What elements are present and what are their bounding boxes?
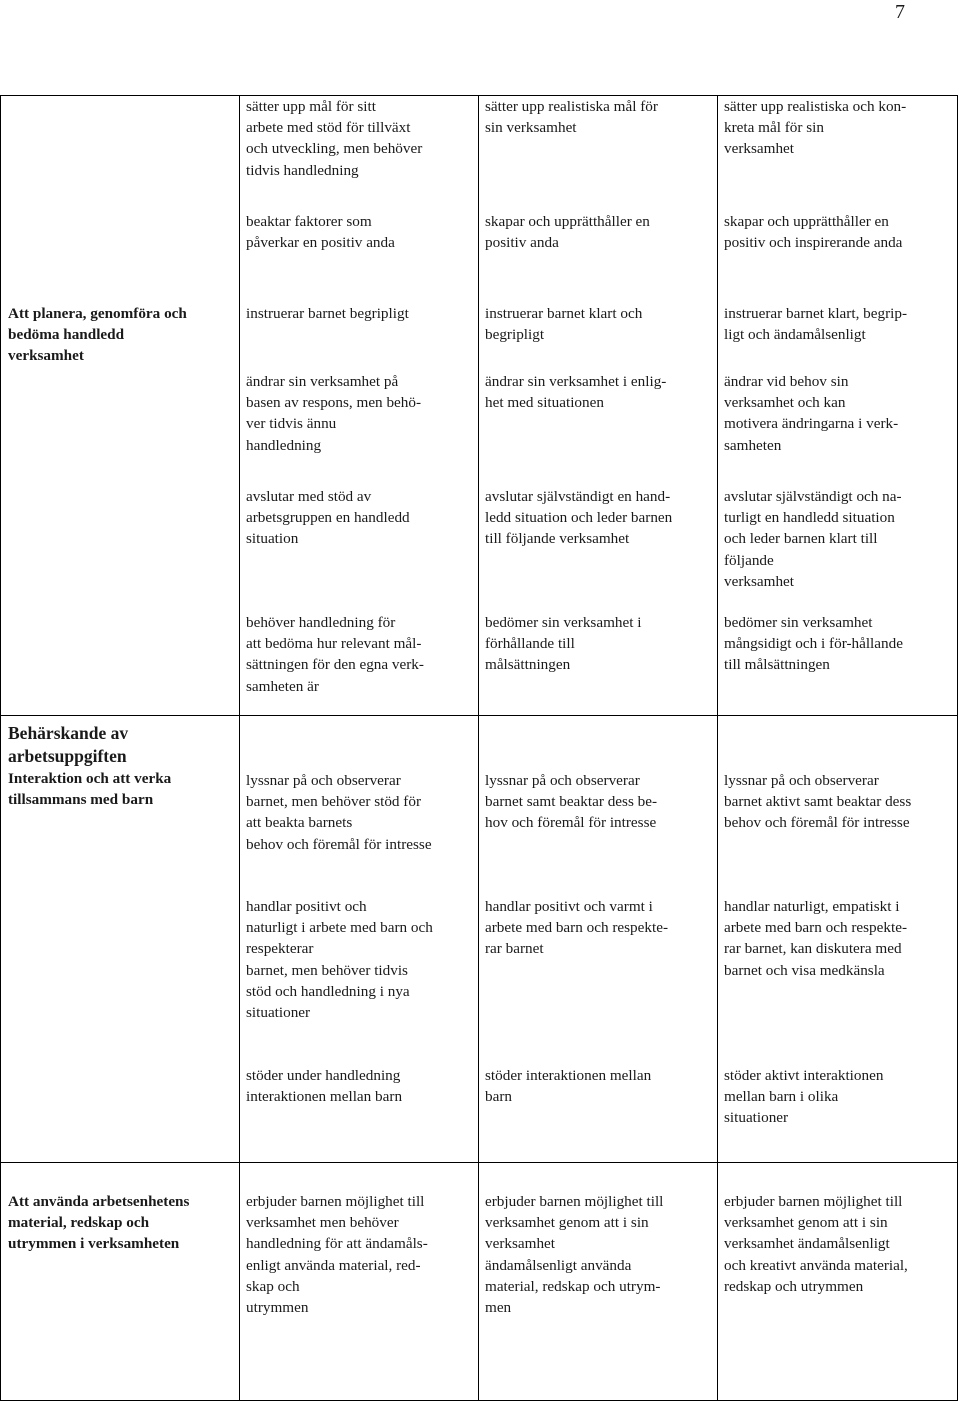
cell-goals-col2: sätter upp realistiska mål för sin verksamhet bbox=[485, 98, 658, 137]
page-number: 7 bbox=[895, 1, 905, 23]
cell-goals-col1: sätter upp mål för sitt arbete med stöd för tillväxt och utveckling, men behöver tidvis handledning bbox=[246, 98, 423, 179]
table-right-border bbox=[957, 95, 958, 1401]
cell-materials-col2: erbjuder barnen möjlighet till verksamhet genom att i sin verksamhet ändamålsenligt använda material, redskap och utrym- men bbox=[485, 1193, 664, 1317]
cell-assess-col2: bedömer sin verksamhet i förhållande till målsättningen bbox=[485, 614, 642, 674]
cell-adapt-col3: ändrar vid behov sin verksamhet och kan motivera ändringarna i verk- samheten bbox=[724, 373, 899, 454]
cell-act-col1: handlar positivt och naturligt i arbete med barn och respekterar barnet, men behöver tidvis stöd och handledning i nya situationer bbox=[246, 898, 433, 1022]
cell-listen-col3: lyssnar på och observerar barnet aktivt samt beaktar dess behov och föremål för intresse bbox=[724, 772, 912, 832]
cell-adapt-col2: ändrar sin verksamhet i enlig- het med situationen bbox=[485, 373, 667, 412]
cell-finish-col1: avslutar med stöd av arbetsgruppen en handledd situation bbox=[246, 488, 410, 548]
column-divider bbox=[478, 95, 479, 1401]
table-left-border bbox=[0, 95, 1, 1401]
row-divider bbox=[0, 1162, 958, 1163]
cell-assess-col1: behöver handledning för att bedöma hur relevant mål- sättningen för den egna verk- samheten är bbox=[246, 614, 424, 695]
cell-instruct-col1: instruerar barnet begripligt bbox=[246, 305, 409, 322]
cell-listen-col1: lyssnar på och observerar barnet, men behöver stöd för att beakta barnets behov och föremål för intresse bbox=[246, 772, 432, 853]
cell-instruct-col3: instruerar barnet klart, begrip- ligt och ändamålsenligt bbox=[724, 305, 908, 344]
cell-finish-col3: avslutar självständigt och na- turligt en handledd situation och leder barnen klart till följande verksamhet bbox=[724, 488, 902, 590]
cell-materials-col3: erbjuder barnen möjlighet till verksamhet genom att i sin verksamhet ändamålsenligt och kreativt använda material, redskap och utrymmen bbox=[724, 1193, 908, 1295]
cell-spirit-col1: beaktar faktorer som påverkar en positiv anda bbox=[246, 213, 395, 252]
cell-support-col2: stöder interaktionen mellan barn bbox=[485, 1067, 652, 1106]
cell-support-col1: stöder under handledning interaktionen mellan barn bbox=[246, 1067, 403, 1106]
cell-act-col3: handlar naturligt, empatiskt i arbete med barn och respekte- rar barnet, kan diskutera med barnet och visa medkänsla bbox=[724, 898, 907, 979]
cell-support-col3: stöder aktivt interaktionen mellan barn i olika situationer bbox=[724, 1067, 884, 1127]
row-header-interaction bbox=[8, 722, 236, 810]
cell-listen-col2: lyssnar på och observerar barnet samt beaktar dess be- hov och föremål för intresse bbox=[485, 772, 658, 832]
column-divider bbox=[239, 95, 240, 1401]
cell-assess-col3: bedömer sin verksamhet mångsidigt och i för-hållande till målsättningen bbox=[724, 614, 903, 674]
cell-finish-col2: avslutar självständigt en hand- ledd situation och leder barnen till följande verksamhet bbox=[485, 488, 673, 548]
row-header-planning: Att planera, genomföra och bedöma handledd verksamhet bbox=[8, 305, 187, 365]
cell-adapt-col1: ändrar sin verksamhet på basen av respons, men behö- ver tidvis ännu handledning bbox=[246, 373, 422, 454]
row-divider bbox=[0, 715, 958, 716]
section-subtitle: Interaktion och att verka tillsammans med barn bbox=[8, 770, 172, 809]
table-bottom-border bbox=[0, 1400, 958, 1401]
column-divider bbox=[717, 95, 718, 1401]
cell-materials-col1: erbjuder barnen möjlighet till verksamhet men behöver handledning för att ändamåls- enligt använda material, red- skap och utrymmen bbox=[246, 1193, 428, 1317]
cell-instruct-col2: instruerar barnet klart och begripligt bbox=[485, 305, 643, 344]
cell-spirit-col2: skapar och upprätthåller en positiv anda bbox=[485, 213, 650, 252]
row-header-materials: Att använda arbetsenhetens material, redskap och utrymmen i verksamheten bbox=[8, 1193, 190, 1253]
cell-act-col2: handlar positivt och varmt i arbete med barn och respekte- rar barnet bbox=[485, 898, 668, 958]
section-title: Behärskande av arbetsuppgiften bbox=[8, 723, 129, 766]
cell-goals-col3: sätter upp realistiska och kon- kreta mål för sin verksamhet bbox=[724, 98, 907, 158]
cell-spirit-col3: skapar och upprätthåller en positiv och inspirerande anda bbox=[724, 213, 903, 252]
